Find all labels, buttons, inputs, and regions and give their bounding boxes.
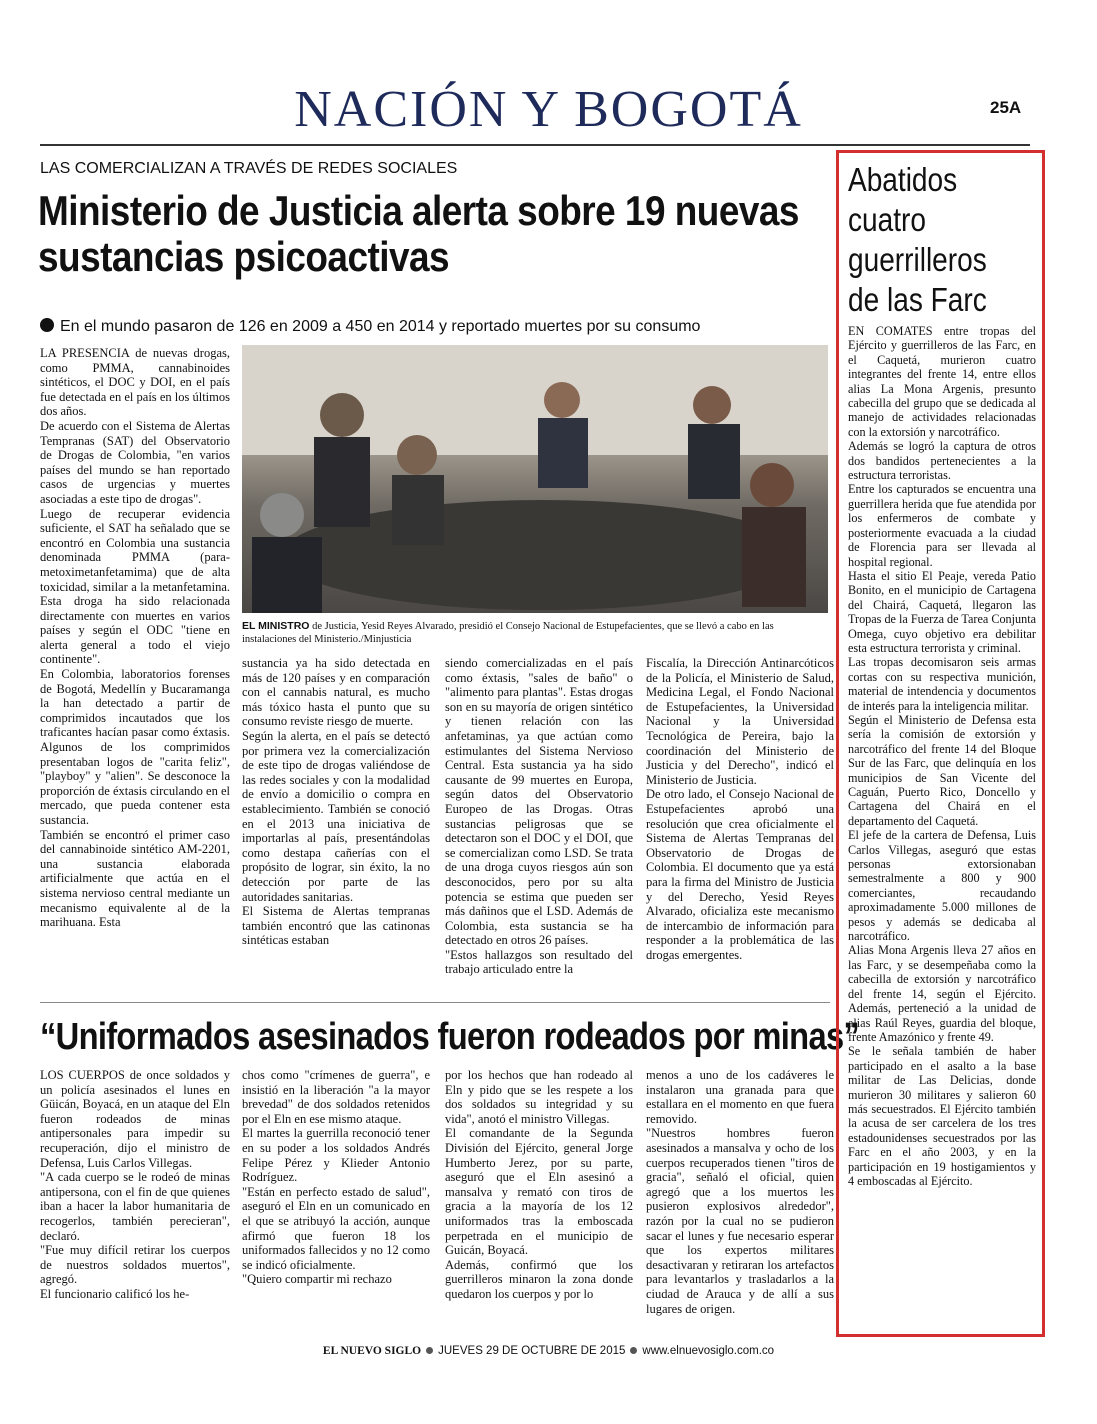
- deck-text: En el mundo pasaron de 126 en 2009 a 450 en 2014 y reportado muertes por su consumo: [60, 318, 701, 335]
- caption-text: de Justicia, Yesid Reyes Alvarado, presidió el Consejo Nacional de Estupefacientes, que se llevó a cabo en las instalaciones del Ministerio./Minjusticia: [242, 621, 774, 645]
- sidebar-title: Abatidos cuatro guerrilleros de las Farc: [848, 161, 987, 318]
- second-article-column-4: menos a uno de los cadáveres le instalaron una granada para que estallara en el momento en que fuera removido. "Nuestros hombres fueron asesinados a mansalva y ocho de los cuerpos recuperados tienen "tiros de gracia", señaló el oficial, quien agregó que a los muertos les pusieron explosivos alrededor", razón por la cual no se pudieron sacar el lunes y fue necesario esperar que los expertos militares desactivaran y retiraran los artefactos para levantarlos y trasladarlos a la ciudad de Arauca y de allí a sus lugares de origen.: [646, 1068, 834, 1316]
- separator-dot-icon: [630, 1347, 637, 1354]
- article-deck: [40, 318, 700, 336]
- second-article-headline: “Uniformados asesinados fueron rodeados por minas”: [40, 1016, 860, 1058]
- second-article-column-2: chos como "crímenes de guerra", e insistió en la liberación "a la mayor brevedad" de dos soldados retenidos por el Eln en ese mismo ataque. El martes la guerrilla reconoció tener en su poder a los soldados Andrés Felipe Pérez y Klieder Antonio Rodríguez. "Están en perfecto estado de salud", aseguró el Eln en un comunicado en el que se atribuyó la acción, aunque afirmó que fueron 18 los uniformados fallecidos y no 12 como se indicó oficialmente. "Quiero compartir mi rechazo: [242, 1068, 430, 1287]
- article-kicker: LAS COMERCIALIZAN A TRAVÉS DE REDES SOCIALES: [40, 160, 458, 177]
- news-photo: [242, 345, 828, 613]
- article-headline: Ministerio de Justicia alerta sobre 19 nuevas sustancias psicoactivas: [38, 187, 799, 280]
- separator-dot-icon: [426, 1347, 433, 1354]
- photo-caption: [242, 620, 828, 646]
- bullet-icon: [40, 318, 54, 332]
- second-article-column-3: por los hechos que han rodeado al Eln y pido que se les respete a los dos soldados su integridad y su vida", anotó el ministro Villegas. El comandante de la Segunda División del Ejército, general Jorge Humberto Jerez, por su parte, aseguró que el Eln asesinó a mansalva y remató con tiros de gracia a la mayoría de los 12 uniformados tras la emboscada perpetrada en el municipio de Guicán, Boyacá. Además, confirmó que los guerrilleros minaron la zona donde quedaron los cuerpos y por lo: [445, 1068, 633, 1301]
- article-column-1: LA PRESENCIA de nuevas drogas, como PMMA, cannabinoides sintéticos, el DOC y DOI, en el país fue detectada en el país en los últimos dos años. De acuerdo con el Sistema de Alertas Tempranas (SAT) del Observatorio de Drogas de Colombia, "en varios países del mundo se han reportado casos de urgencias y muertes asociadas a este tipo de drogas". Luego de recuperar evidencia suficiente, el SAT ha señalado que se encontró en Colombia una sustancia denominada PMMA (para-metoximetanfetamima) que de alta toxicidad, similar a la metanfetamina. Esta droga ha sido relacionada directamente con muertes en varios países y según el ODC "tiene en alerta general a todo el viejo continente". En Colombia, laboratorios forenses de Bogotá, Medellín y Bucaramanga la han detectado a partir de comprimidos incautados que los traficantes hacían pasar como éxtasis. Algunos de los comprimidos presentaban logos de "carita feliz", "playboy" y "alien". Se desconoce la proporción de éxtasis circulando en el mercado, que pueda contener esta sustancia. También se encontró el primer caso del cannabinoide sintético AM-2201, una sustancia elaborada artificialmente que actúa en el sistema nervioso central mediante un mecanismo equivalente al de la marihuana. Esta: [40, 346, 230, 930]
- caption-lead: EL MINISTRO: [242, 620, 310, 632]
- section-title: NACIÓN Y BOGOTÁ: [294, 81, 803, 138]
- page-footer: [0, 1345, 1097, 1357]
- footer-date: JUEVES 29 DE OCTUBRE DE 2015: [438, 1345, 626, 1357]
- article-column-4: Fiscalía, la Dirección Antinarcóticos de la Policía, el Ministerio de Salud, Medicina Legal, el Fondo Nacional de Estupefacientes, la Universidad Nacional y la Universidad Tecnológica de Pereira, bajo la coordinación del Ministerio de Justicia y del Derecho", indicó el Ministerio de Justicia. De otro lado, el Consejo Nacional de Estupefacientes aprobó una resolución que crea oficialmente el Sistema de Alertas Tempranas del Observatorio de Drogas de Colombia. El documento que ya está para la firma del Ministro de Justicia y del Derecho, Yesid Reyes Alvarado, oficializa este mecanismo de intercambio de información para responder a la problemática de las drogas emergentes.: [646, 656, 834, 962]
- article-divider: [40, 1002, 830, 1003]
- footer-website: www.elnuevosiglo.com.co: [642, 1345, 775, 1357]
- newspaper-name: EL NUEVO SIGLO: [322, 1345, 422, 1357]
- article-column-2: sustancia ya ha sido detectada en más de 120 países y en comparación con el cannabis natural, es mucho más tóxico hasta el punto que su consumo reviste riesgo de muerte. Según la alerta, en el país se detectó por primera vez la comercialización de este tipo de drogas valiéndose de las redes sociales y con la modalidad de envío a domicilio o compra en establecimiento. También se conoció en el 2013 una iniciativa de importarlas al país, presentándolas como destapa cañerías con el propósito de lograr, sin éxito, la no detección por parte de las autoridades sanitarias. El Sistema de Alertas tempranas también encontró que las catinonas sintéticas estaban: [242, 656, 430, 948]
- article-column-3: siendo comercializadas en el país como éxtasis, "sales de baño" o "alimento para plantas". Estas drogas son en su mayoría de origen sintético y tienen relación con las anfetaminas, ya que actúan como estimulantes del Sistema Nervioso Central. Esta sustancia ya ha sido causante de 99 muertes en Europa, según datos del Observatorio Europeo de las Drogas. Otras sustancias peligrosas que se detectaron son el DOC y el DOI, que se comercializan como LSD. Se trata de una droga cuyos riesgos aún son desconocidos, pero por su alta potencia se estima que pueden ser más dañinos que el LSD. Además de Colombia, esta sustancia se ha detectado en otros 26 países. "Estos hallazgos son resultado del trabajo articulado entre la: [445, 656, 633, 977]
- sidebar-body: EN COMATES entre tropas del Ejército y guerrilleros de las Farc, en el Caquetá, murieron cuatro integrantes del frente 14, entre ellos alias La Mona Argenis, presunto cabecilla del grupo que se dedicada al manejo de actividades relacionadas con la extorsión y narcotráfico. Además se logró la captura de otros dos bandidos pertenecientes a la estructura terroristas. Entre los capturados se encuentra una guerrillera herida que fue atendida por los enfermeros de combate y posteriormente evacuada a la ciudad de Florencia para ser llevada al hospital regional. Hasta el sitio El Peaje, vereda Patio Bonito, en el municipio de Cartagena del Chairá, Caquetá, llegaron las Tropas de la Fuerza de Tarea Conjunta Omega, cuyo objetivo era debilitar esta estructura terrorista y criminal. Las tropas decomisaron seis armas cortas con su respectiva munición, material de intendencia y documentos de interés para la inteligencia militar. Según el Ministerio de Defensa esta sería la comisión de extorsión y narcotráfico del frente 14 del Bloque Sur de las Farc, que delinquía en los municipios de San Vicente del Caguán, Puerto Rico, Doncello y Cartagena del Chairá en el departamento del Caquetá. El jefe de la cartera de Defensa, Luis Carlos Villegas, aseguró que estas personas extorsionaban semestralmente a 800 y 900 comerciantes, recaudando aproximadamente 5.000 millones de pesos y además se dedicaba al narcotráfico. Alias Mona Argenis lleva 27 años en las Farc, y se desempeñaba como la cabecilla de extorsión y narcotráfico del frente 14, según el Ejército. Además, perteneció a la unidad de alias Raúl Reyes, guardia del bloque, frente Amazónico y frente 49. Se le señala también de haber participado en el asalto a la base militar de Las Delicias, donde murieron 30 militares y salieron 60 más secuestrados. El Ejército también la acusa de ser carcelera de los tres estadounidenses secuestrados por las Farc en el año 2003, y en la participación en 19 hostigamientos y 4 emboscadas al Ejército.: [848, 324, 1036, 1188]
- page-number: 25A: [990, 98, 1022, 117]
- second-article-column-1: LOS CUERPOS de once soldados y un policía asesinados el lunes en Güicán, Boyacá, en un ataque del Eln fueron rodeados de minas antipersonales para impedir su recuperación, dijo el ministro de Defensa, Luis Carlos Villegas. "A cada cuerpo se le rodeó de minas antipersona, con el fin de que quienes iban a hacer la labor humanitaria de recogerlos, también perecieran", declaró. "Fue muy difícil retirar los cuerpos de nuestros soldados muertos", agregó. El funcionario calificó los he-: [40, 1068, 230, 1301]
- header-rule: [40, 144, 1030, 146]
- meeting-photo-illustration: [242, 345, 828, 613]
